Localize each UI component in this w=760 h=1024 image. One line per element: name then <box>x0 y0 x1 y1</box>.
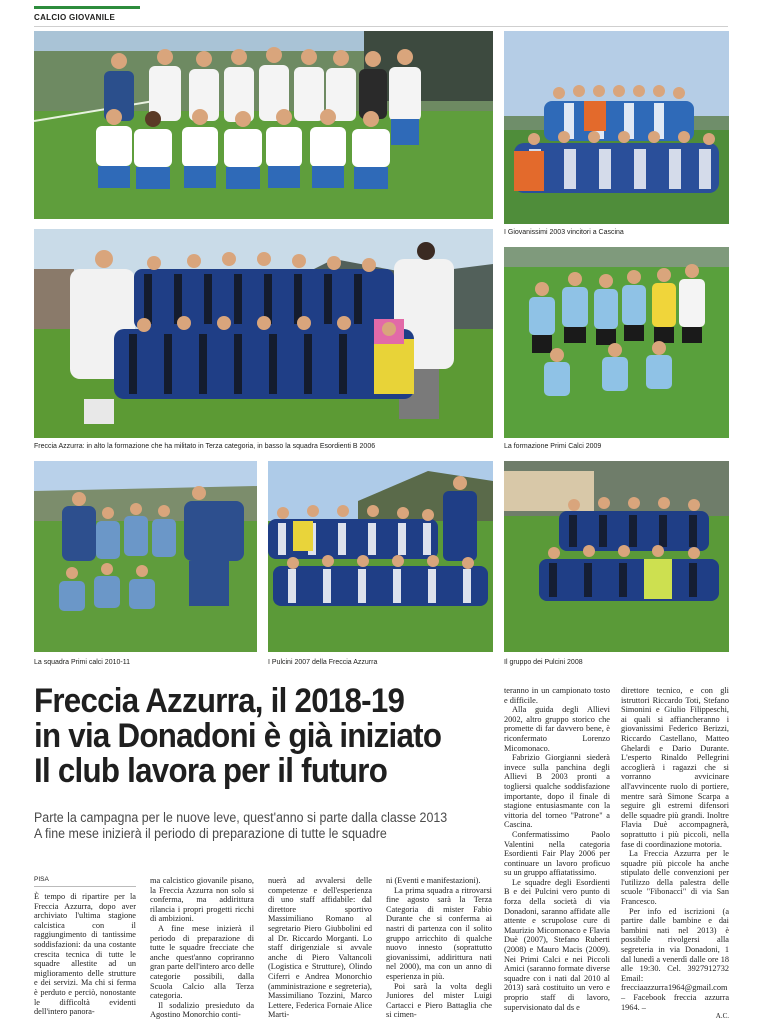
photo-caption: La formazione Primi Calci 2009 <box>504 443 602 450</box>
article-subhead <box>34 810 504 842</box>
paragraph: Il sodalizio presieduto da Agostino Monorchio conti- <box>150 1000 254 1020</box>
photo-primi-calci-2009 <box>504 247 729 438</box>
author-initials: A.C. <box>715 1012 729 1021</box>
headline-line: in via Donadoni è già iniziato <box>34 717 442 755</box>
paragraph: La prima squadra a ritrovarsi fine agosto sarà la Terza Categoria di mister Fabio Durante che si conferma ai nastri di partenza con il solito gruppo arricchito di qualche nuovo innesto (soprattutto giovanissimi, addirittura nati nel 2000), ma con un anno di esperienza in più. <box>386 885 492 981</box>
section-label: CALCIO GIOVANILE <box>34 13 116 22</box>
dateline: PISA <box>34 876 49 883</box>
photo-caption: I Pulcini 2007 della Freccia Azzurra <box>268 659 378 666</box>
photo-pulcini-2007 <box>268 461 493 652</box>
paragraph: La Freccia Azzurra per le squadre più piccole ha anche stipulato delle convenzioni per l'utilizzo della palestra delle scuole "Fibonacci" di via San Francesco. <box>621 849 729 907</box>
headline-line: Freccia Azzurra, il 2018-19 <box>34 682 405 720</box>
paragraph: Alla guida degli Allievi 2002, altro gruppo storico che promette di far davvero bene, è riconfermato Lorenzo Micomonaco. <box>504 705 610 753</box>
paragraph: Le squadre degli Esordienti B e dei Pulcini vero punto di forza della società di via Donadoni, saranno affidate alle attente e scrupolose cure di Maurizio Micomonaco e Flavia Duè (2007), Stefano Ruberti (2008) e Mauro Macis (2009). Nei Primi Calci e nei Piccoli Amici (saranno formate diverse squadre con i nati dal 2010 al 2013) sarà costituito un vero e proprio staff di lavoro, supervisionato dal ds e <box>504 877 610 1012</box>
paragraph: direttore tecnico, e con gli istruttori Riccardo Toti, Stefano Simonini e Giulio Filippeschi, ai quali si affiancheranno i giovanissimi Federico Berizzi, Riccardo Castellano, Matteo Ghelardi e Dario Durante. L'esperto Rinaldo Pellegrini accoglierà i ragazzi che si vorranno avvicinare all'avvincente ruolo di portiere, mentre sarà Simone Scarpa a seguire gli estremi difensori delle squadre più grandi. Inoltre Flavia Duè accompagnerà, soprattutto i più piccoli, nella fase di coordinazione motoria. <box>621 686 729 849</box>
photo-caption: Freccia Azzurra: in alto la formazione che ha militato in Terza categoria, in basso la squadra Esordienti B 2006 <box>34 443 376 450</box>
subhead-line: Parte la campagna per le nuove leve, quest'anno si parte dalla classe 2013 <box>34 810 448 825</box>
paragraph: ma calcistico giovanile pisano, la Freccia Azzurra non solo si conferma, ma addirittura rilancia i propri progetti ricchi di ambizioni. <box>150 876 254 924</box>
article-column-6 <box>621 686 729 1022</box>
paragraph: nuerà ad avvalersi delle competenze e dell'esperienza di uno staff affidabile: dal direttore sportivo Massimiliano Romano al segretario Piero Giubbolini ed al Dr. Riccardo Morganti. Lo staff dirigenziale si avvale anche di Piero Valtancoli (Logistica e Strutture), Olindo Ciferri e Andrea Monorchio (amministrazione e segreteria), Massimiliano Tozzini, Marco Lettere, Federica Fornaie Alice Marti- <box>268 876 372 1020</box>
article-column-1 <box>34 892 136 1017</box>
photo-primi-calci-2010-11 <box>34 461 257 652</box>
article-column-3 <box>268 876 372 1020</box>
subhead-line: A fine mese inizierà il periodo di preparazione di tutte le squadre <box>34 826 387 841</box>
paragraph: ni (Eventi e manifestazioni). <box>386 876 481 885</box>
article-headline <box>34 684 504 789</box>
dateline-rule <box>34 886 136 887</box>
article-column-2 <box>150 876 254 1020</box>
headline-line: Il club lavora per il futuro <box>34 752 388 790</box>
paragraph: Poi sarà la volta degli Juniores del mister Luigi Cartacci e Piero Battaglia che si cimen- <box>386 981 492 1020</box>
paragraph: Confermatissimo Paolo Valentini nella categoria Esordienti Fair Play 2006 per continuare un lavoro proficuo su un gruppo affiatatissimo. <box>504 829 610 878</box>
paragraph: Per info ed iscrizioni (a partire dalle bambine e dai bambini nati nel 2013) è possibile rivolgersi alla segreteria in via Donadoni, 1 dal lunedì a venerdì dalle ore 18 alle 19:30. Cel. 3927912732 Email: frecciaazzurra1964@gmail.com – Facebook freccia azzurra 1964. – <box>621 906 729 1012</box>
photo-esordienti-2006 <box>34 229 493 438</box>
header-rule <box>34 26 728 27</box>
article-column-5 <box>504 686 610 1012</box>
article-column-4 <box>386 876 492 1020</box>
paragraph: teranno in un campionato tosto e difficile. <box>504 686 610 705</box>
photo-giovanissimi-2003 <box>504 31 729 224</box>
paragraph: A fine mese inizierà il periodo di preparazione di tutte le squadre frecciate che anche quest'anno copriranno gran parte dell'intero arco delle categorie possibili, dalla Scuola Calcio alla Terza categoria. <box>150 923 254 1001</box>
photo-caption: Il gruppo dei Pulcini 2008 <box>504 659 583 666</box>
paragraph: Fabrizio Giorgianni siederà invece sulla panchina degli Allievi B 2003 pronti a togliersi qualche soddisfazione importante, dopo il finale di stagione entusiasmante con la vittoria del torneo "Patrone" a Cascina. <box>504 753 610 830</box>
photo-caption: I Giovanissimi 2003 vincitori a Cascina <box>504 229 624 236</box>
photo-terza-categoria <box>34 31 493 219</box>
photo-caption: La squadra Primi calci 2010-11 <box>34 659 130 666</box>
photo-pulcini-2008 <box>504 461 729 652</box>
paragraph: È tempo di ripartire per la Freccia Azzurra, dopo aver archiviato l'ultima stagione calcistica con il raggiungimento di tantissime soddisfazioni: da una costante crescita tecnica di tutte le squadre allestite ad un miglioramento delle strutture e dei servizi. Ma chi si ferma è perduto e perciò, nonostante le difficoltà evidenti dell'intero panora- <box>34 892 136 1017</box>
section-accent-bar <box>34 6 140 9</box>
